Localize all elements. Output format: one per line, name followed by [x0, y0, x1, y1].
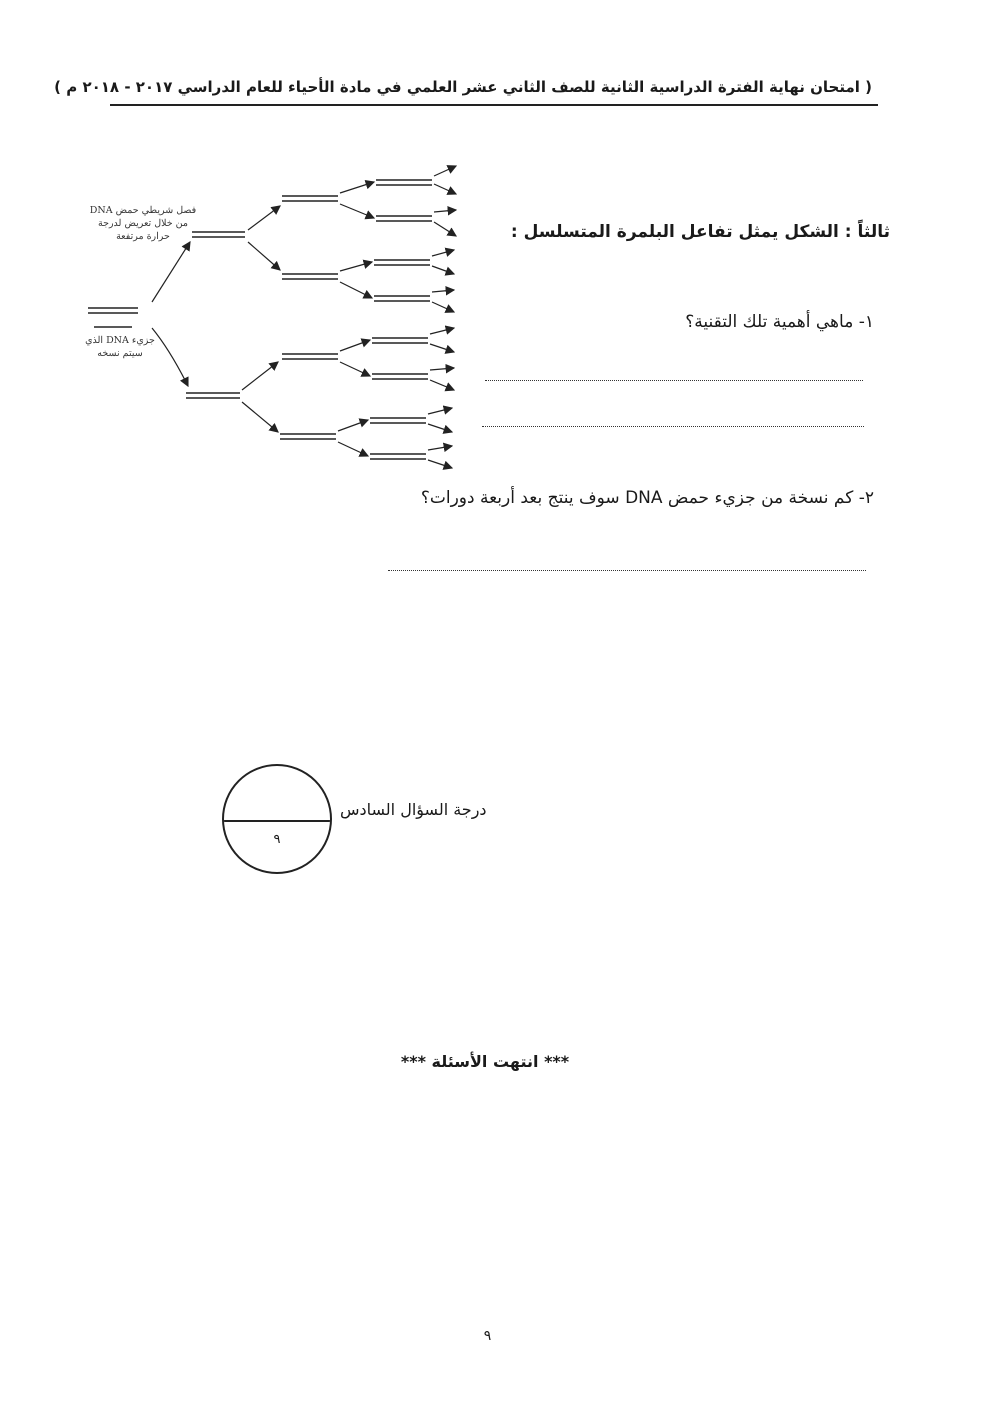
answer-line-1b[interactable]: [482, 426, 864, 427]
end-of-questions: *** انتهت الأسئلة ***: [400, 1052, 570, 1071]
molecule-label: جزيء DNA الذي سيتم نسخه: [85, 335, 155, 359]
separation-label: فصل شريطي حمض DNA من خلال تعريض لدرجة حرارة مرتفعة: [89, 205, 197, 242]
score-value: ٩: [273, 832, 281, 847]
question-2: ٢- كم نسخة من جزيء حمض DNA سوف ينتج بعد أربعة دورات؟: [420, 488, 874, 508]
section-title: ثالثاً : الشكل يمثل تفاعل البلمرة المتسلسل :: [510, 222, 890, 242]
score-circle: [222, 764, 332, 874]
exam-title: ( امتحان نهاية الفترة الدراسية الثانية للصف الثاني عشر العلمي في مادة الأحياء للعام الدراسي ٢٠١٧ - ٢٠١٨ م ): [54, 78, 872, 96]
answer-line-1a[interactable]: [485, 380, 863, 381]
pcr-diagram: [80, 150, 480, 480]
exam-header: [54, 78, 878, 106]
answer-line-2[interactable]: [388, 570, 866, 571]
question-1: ١- ماهي أهمية تلك التقنية؟: [685, 312, 874, 332]
page-number: ٩: [483, 1328, 492, 1344]
score-divider: [224, 820, 330, 822]
score-label: درجة السؤال السادس: [340, 800, 487, 819]
pcr-diagram-graphic: [80, 150, 480, 480]
